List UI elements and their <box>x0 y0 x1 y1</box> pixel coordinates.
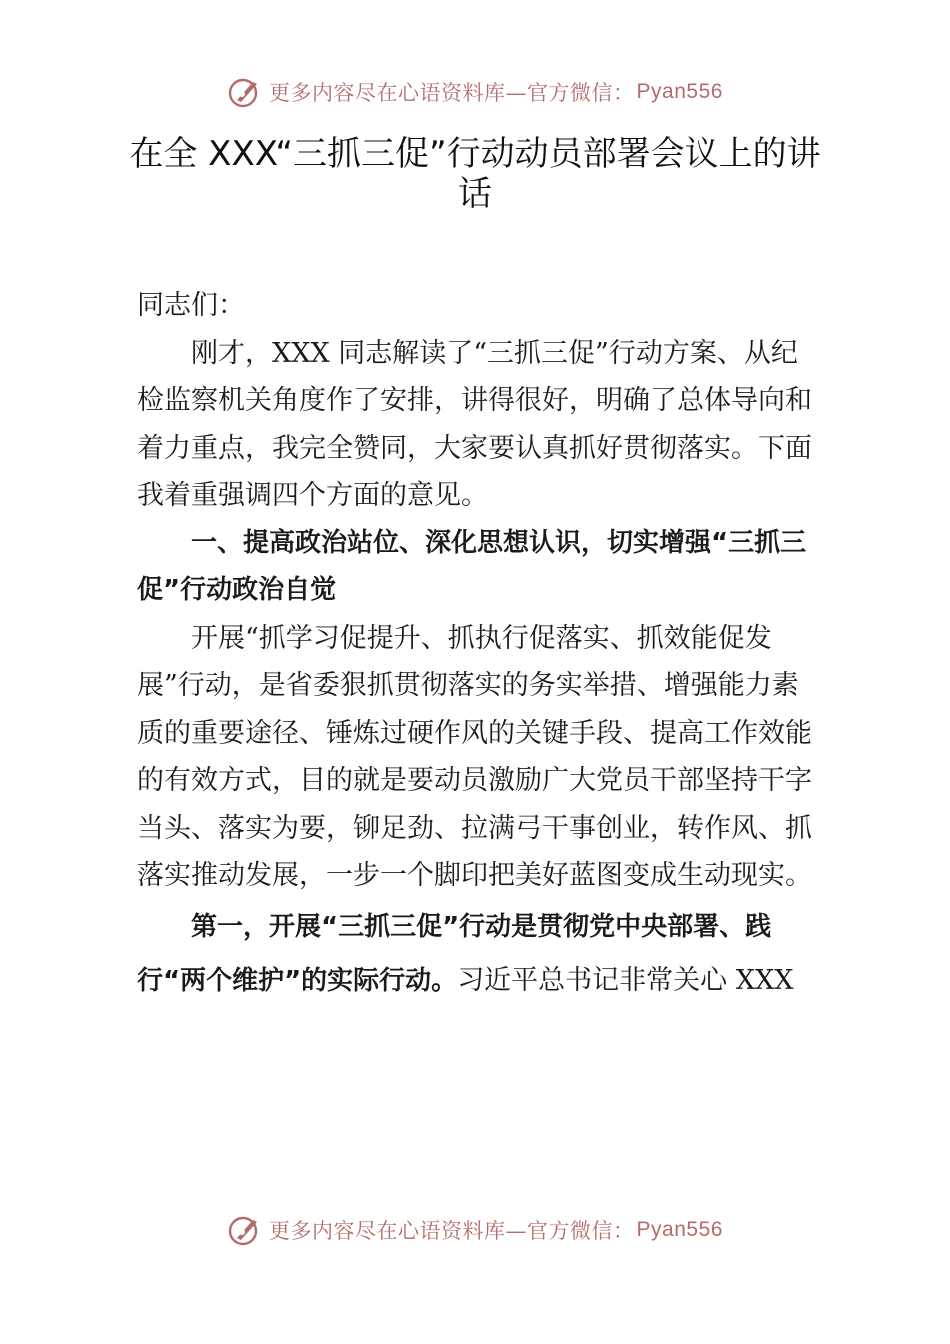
point-1-lead: 第一，开展“三抓三促”行动是贯彻党中央部署、践行“两个维护”的实际行动。 <box>137 911 772 996</box>
point-1-text: 习近平总书记非常关心 XXX <box>457 964 794 996</box>
banner-text: 更多内容尽在心语资料库—官方微信： <box>269 1219 635 1243</box>
banner-text: 更多内容尽在心语资料库—官方微信： <box>269 81 635 105</box>
paragraph-section-1: 开展“抓学习促提升、抓执行促落实、抓效能促发展”行动，是省委狠抓贯彻落实的务实举措、增强能力素质的重要途径、锤炼过硬作风的关键手段、提高工作效能的有效方式，目的就是要动员激励广大党员干部坚持干字当头、落实为要，铆足劲、拉满弓干事创业，转作风、抓落实推动发展，一步一个脚印把美好蓝图变成生动现实。 <box>137 622 812 891</box>
paragraph-point-1 <box>137 900 819 1008</box>
header-banner <box>0 74 950 110</box>
footer-banner <box>0 1212 950 1248</box>
document-title: 在全 XXX“三抓三促”行动动员部署会议上的讲话 <box>129 134 821 214</box>
salutation: 同志们： <box>137 290 245 321</box>
banner-wechat-id: Pyan556 <box>636 1218 723 1241</box>
document-body <box>137 282 819 1008</box>
banner-wechat-id: Pyan556 <box>636 80 723 103</box>
paragraph-intro: 刚才，XXX 同志解读了“三抓三促”行动方案、从纪检监察机关角度作了安排，讲得很好，明确了总体导向和着力重点，我完全赞同，大家要认真抓好贯彻落实。下面我着重强调四个方面的意见。 <box>137 337 812 511</box>
pen-logo-icon <box>227 1212 263 1248</box>
pen-logo-icon <box>227 74 263 110</box>
section-heading-1: 一、提高政治站位、深化思想认识，切实增强“三抓三促”行动政治自觉 <box>137 527 807 605</box>
